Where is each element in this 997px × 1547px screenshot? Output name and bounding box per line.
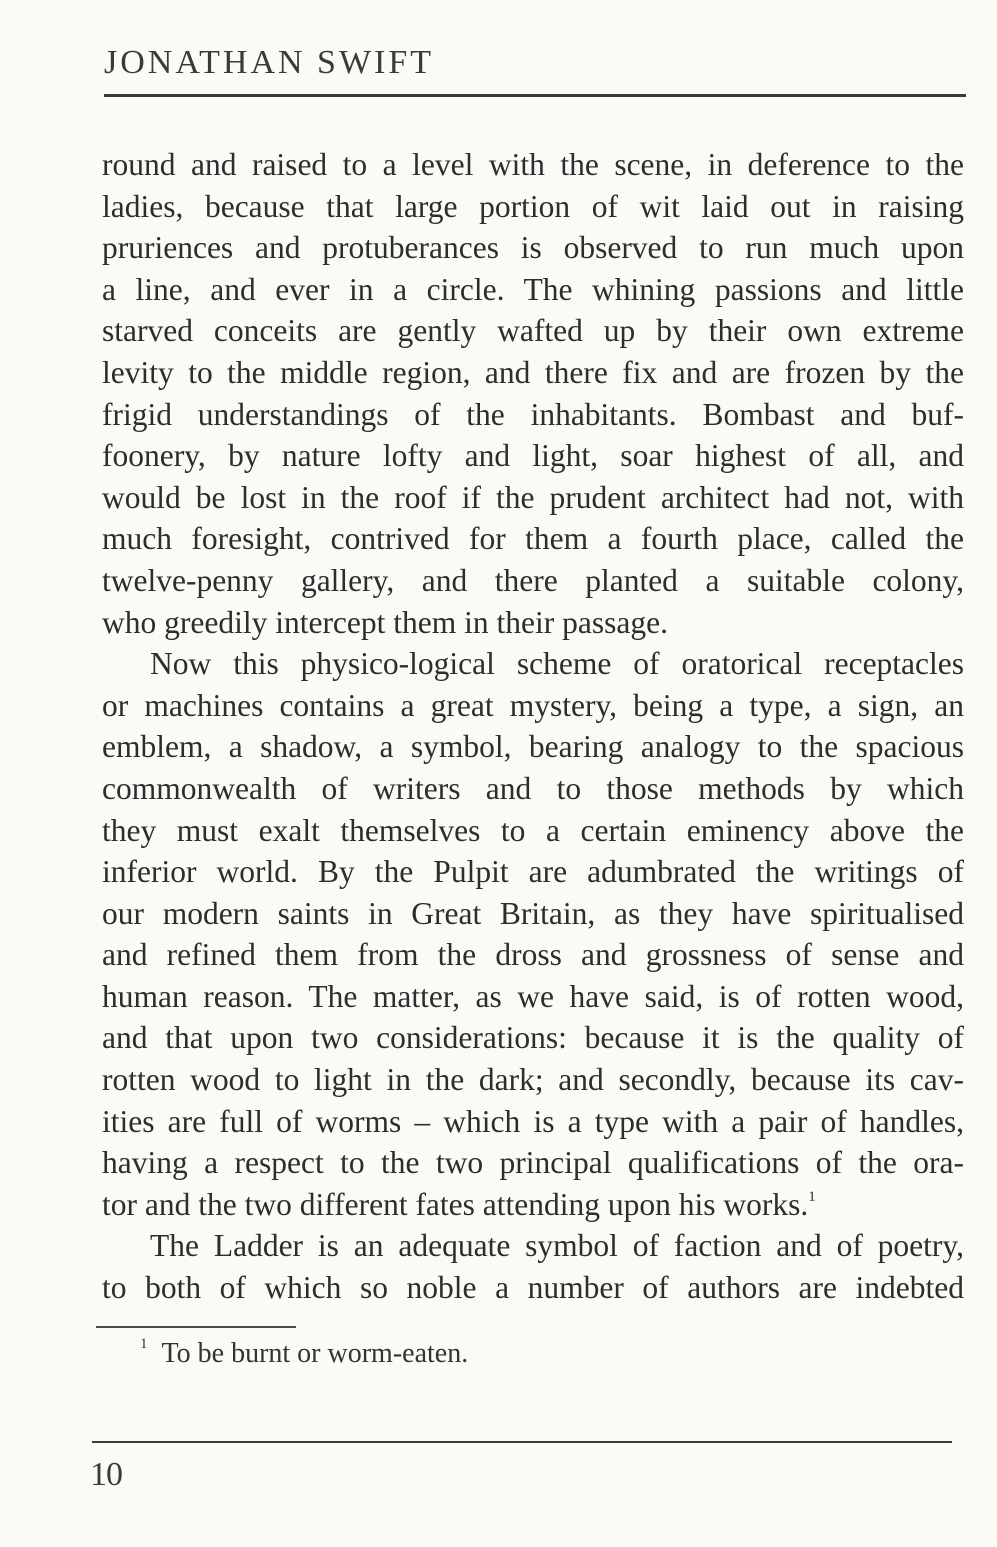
paragraph-start-line: The Ladder is an adequate symbol of faction and of poetry, bbox=[150, 1228, 964, 1264]
footnote-reference: 1 bbox=[808, 1188, 816, 1205]
paragraph-start-line: Now this physico-logical scheme of oratorical receptacles bbox=[150, 646, 964, 682]
text-line: a line, and ever in a circle. The whining passions and little bbox=[102, 271, 964, 307]
text-line: emblem, a shadow, a symbol, bearing analogy to the spacious bbox=[102, 729, 964, 765]
text-line: twelve-penny gallery, and there planted a suitable colony, bbox=[102, 562, 964, 598]
text-line: starved conceits are gently wafted up by their own extreme bbox=[102, 313, 964, 349]
footnote-number: 1 bbox=[140, 1336, 148, 1352]
text-line: ities are full of worms – which is a type with a pair of handles, bbox=[102, 1103, 964, 1139]
text-line: human reason. The matter, as we have said, is of rotten wood, bbox=[102, 978, 964, 1014]
header-rule bbox=[104, 94, 966, 97]
text-line: much foresight, contrived for them a fourth place, called the bbox=[102, 521, 964, 557]
footnote-text: To be burnt or worm-eaten. bbox=[161, 1338, 469, 1369]
footer-rule bbox=[92, 1441, 952, 1443]
text-line: and refined them from the dross and grossness of sense and bbox=[102, 937, 964, 973]
text-line: would be lost in the roof if the prudent architect had not, with bbox=[102, 479, 964, 515]
text-line: having a respect to the two principal qualifications of the ora- bbox=[102, 1145, 964, 1181]
text-line: pruriences and protuberances is observed to run much upon bbox=[102, 230, 964, 266]
body-text bbox=[102, 144, 964, 1309]
text-line: to both of which so noble a number of authors are indebted bbox=[102, 1270, 964, 1306]
footnote-rule bbox=[96, 1326, 296, 1328]
text-line: who greedily intercept them in their passage. bbox=[102, 604, 668, 640]
text-line: and that upon two considerations: because it is the quality of bbox=[102, 1020, 964, 1056]
text-line: inferior world. By the Pulpit are adumbrated the writings of bbox=[102, 854, 964, 890]
text-line: frigid understandings of the inhabitants. Bombast and buf- bbox=[102, 396, 964, 432]
text-line: foonery, by nature lofty and light, soar highest of all, and bbox=[102, 438, 964, 474]
text-line: they must exalt themselves to a certain eminency above the bbox=[102, 812, 964, 848]
text-line: our modern saints in Great Britain, as they have spiritualised bbox=[102, 895, 964, 931]
text-line: rotten wood to light in the dark; and secondly, because its cav- bbox=[102, 1062, 964, 1098]
text-line: or machines contains a great mystery, being a type, a sign, an bbox=[102, 687, 964, 723]
page-number: 10 bbox=[90, 1456, 122, 1493]
text-line: round and raised to a level with the scene, in deference to the bbox=[102, 147, 964, 182]
text-line: ladies, because that large portion of wit laid out in raising bbox=[102, 188, 964, 224]
running-head: JONATHAN SWIFT bbox=[104, 44, 435, 81]
text-line: commonwealth of writers and to those methods by which bbox=[102, 770, 964, 806]
text-line-with-footnote bbox=[102, 1184, 964, 1226]
footnote bbox=[140, 1336, 468, 1370]
text-line-content: tor and the two different fates attending upon his works. bbox=[102, 1186, 809, 1222]
text-line: levity to the middle region, and there fix and are frozen by the bbox=[102, 354, 964, 390]
